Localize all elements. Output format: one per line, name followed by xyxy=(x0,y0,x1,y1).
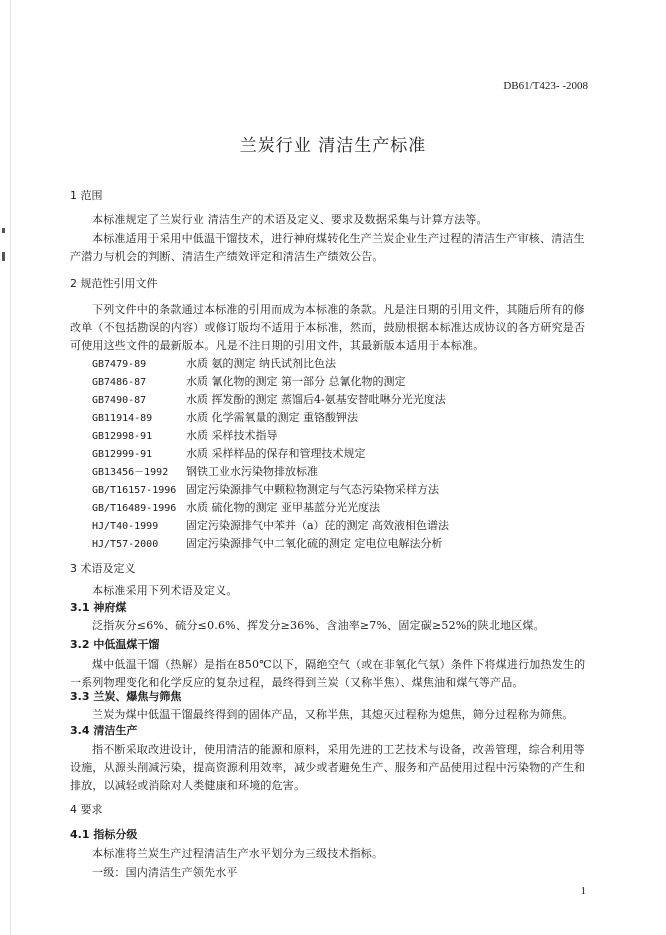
document-title: 兰炭行业 清洁生产标准 xyxy=(239,136,427,156)
section-2-heading: 2 规范性引用文件 xyxy=(70,277,158,290)
reference-item: GB13456－1992 钢铁工业水污染物排放标准 xyxy=(92,465,318,478)
term-3-4-heading: 3.4 清洁生产 xyxy=(70,724,138,737)
reference-item: GB7490-87 水质 挥发酚的测定 蒸馏后4-氨基安替吡啉分光光度法 xyxy=(92,393,446,406)
document-id: DB61/T423- -2008 xyxy=(503,80,588,92)
term-3-3-heading: 3.3 兰炭、爆焦与筛焦 xyxy=(70,690,182,703)
section-1-paragraph-1: 本标准规定了兰炭行业 清洁生产的术语及定义、要求及数据采集与计算方法等。 xyxy=(92,213,488,226)
reference-item: GB7479-89 水质 氨的测定 纳氏试剂比色法 xyxy=(92,357,336,370)
reference-item: GB7486-87 水质 氰化物的测定 第一部分 总氰化物的测定 xyxy=(92,375,406,388)
section-1-paragraph-2: 本标准适用于采用中低温干馏技术，进行神府煤转化生产兰炭企业生产过程的清洁生产审核、清洁生产潜力与机会的判断、清洁生产绩效评定和清洁生产绩效公告。 xyxy=(70,232,585,263)
reference-item: GB12998-91 水质 采样技术指导 xyxy=(92,429,278,442)
reference-item: GB11914-89 水质 化学需氧量的测定 重铬酸钾法 xyxy=(92,411,358,424)
page-number: 1 xyxy=(580,885,586,897)
reference-item: HJ/T57-2000 固定污染源排气中二氧化硫的测定 定电位电解法分析 xyxy=(92,537,443,550)
section-4-1-heading: 4.1 指标分级 xyxy=(70,828,138,841)
section-1-heading: 1 范围 xyxy=(70,189,103,202)
reference-item: GB12999-91 水质 采样样品的保存和管理技术规定 xyxy=(92,447,366,460)
reference-item: GB/T16489-1996 水质 硫化物的测定 亚甲基蓝分光光度法 xyxy=(92,501,380,514)
section-3-intro: 本标准采用下列术语及定义。 xyxy=(92,584,238,597)
section-4-1-text: 本标准将兰炭生产过程清洁生产水平划分为三级技术指标。 xyxy=(92,847,384,860)
term-3-2-heading: 3.2 中低温煤干馏 xyxy=(70,638,160,651)
term-3-1-heading: 3.1 神府煤 xyxy=(70,601,127,614)
term-3-2-text: 煤中低温干馏（热解）是指在850℃以下，隔绝空气（或在非氧化气氛）条件下将煤进行加热发生的一系列物理变化和化学反应的复杂过程，最终得到兰炭（又称半焦）、煤焦油和煤气等产品。 xyxy=(70,658,586,689)
section-3-heading: 3 术语及定义 xyxy=(70,562,136,575)
margin-mark xyxy=(2,228,5,233)
reference-item: GB/T16157-1996 固定污染源排气中颗粒物测定与气态污染物采样方法 xyxy=(92,483,439,496)
section-4-1-level-1: 一级：国内清洁生产领先水平 xyxy=(92,866,238,879)
section-4-heading: 4 要求 xyxy=(70,803,103,816)
term-3-4-text: 指不断采取改进设计，使用清洁的能源和原料，采用先进的工艺技术与设备，改善管理，综合利用等设施，从源头削减污染，提高资源利用效率，减少或者避免生产、服务和产品使用过程中污染物的产生和排放，以减轻或消除对人类健康和环境的危害。 xyxy=(70,743,586,792)
reference-item: HJ/T40-1999 固定污染源排气中苯并（a）芘的测定 高效液相色谱法 xyxy=(92,519,450,532)
term-3-3-text: 兰炭为煤中低温干馏最终得到的固体产品，又称半焦，其熄灭过程称为熄焦，筛分过程称为筛焦。 xyxy=(92,708,574,721)
section-2-paragraph: 下列文件中的条款通过本标准的引用而成为本标准的条款。凡是注日期的引用文件，其随后所有的修改单（不包括勘误的内容）或修订版均不适用于本标准，然而，鼓励根据本标准达成协议的各方研究是否可使用这些文件的最新版本。凡是不注日期的引用文件，其最新版本适用于本标准。 xyxy=(70,303,586,352)
term-3-1-text: 泛指灰分≤6%、硫分≤0.6%、挥发分≥36%、含油率≥7%、固定碳≥52%的陕北地区煤。 xyxy=(92,619,545,632)
margin-mark xyxy=(2,252,5,261)
